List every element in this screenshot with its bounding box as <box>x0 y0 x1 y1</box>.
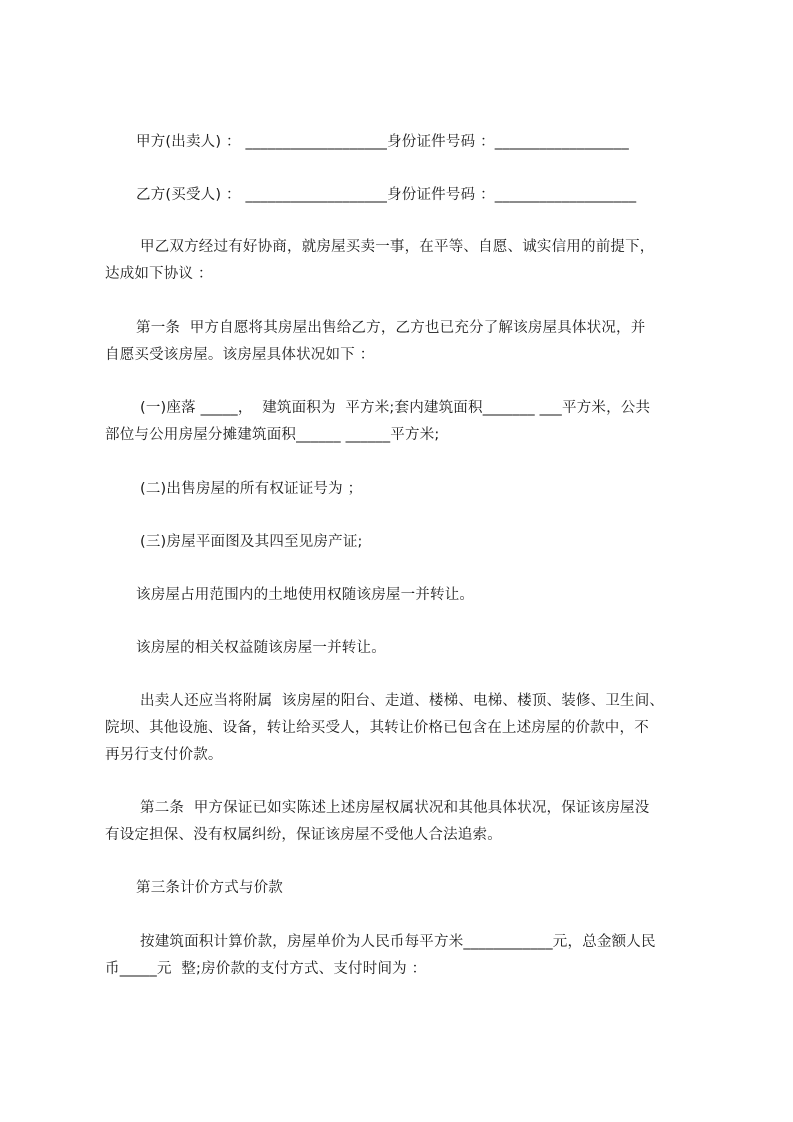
article-2-line-1: 第二条 甲方保证已如实陈述上述房屋权属状况和其他具体状况，保证该房屋没 <box>140 800 650 816</box>
article-1-line-1: 第一条 甲方自愿将其房屋出售给乙方，乙方也已充分了解该房屋具体状况，并 <box>136 320 646 336</box>
article-3-title: 第三条计价方式与价款 <box>136 880 283 896</box>
price-line-2: 币_____元 整;房价款的支付方式、支付时间为 ： <box>105 961 427 977</box>
intro-paragraph-line-2: 达成如下协议 ： <box>105 266 213 282</box>
party-b-line: 乙方(买受人) ： ___________________身份证件号码 ：___________________ <box>136 187 637 203</box>
intro-paragraph-line-1: 甲乙双方经过有好协商，就房屋买卖一事，在平等、自愿、诚实信用的前提下， <box>140 239 655 255</box>
related-rights-line: 该房屋的相关权益随该房屋一并转让。 <box>136 640 386 656</box>
item-1-line-2: 部位与公用房屋分摊建筑面积______ ______平方米; <box>105 427 440 443</box>
appurtenance-line-3: 再另行支付价款。 <box>105 747 223 763</box>
item-2-line: (二)出售房屋的所有权证证号为 ； <box>140 481 363 497</box>
appurtenance-line-1: 出卖人还应当将附属 该房屋的阳台、走道、楼梯、电梯、楼顶、装修、卫生间、 <box>140 693 665 709</box>
party-a-line: 甲方(出卖人) ： ___________________身份证件号码 ：__________________ <box>136 134 629 150</box>
price-line-1: 按建筑面积计算价款，房屋单价为人民币每平方米____________元，总金额人民 <box>140 934 656 950</box>
article-2-line-2: 有设定担保、没有权属纠纷，保证该房屋不受他人合法追索。 <box>105 827 502 843</box>
land-rights-line: 该房屋占用范围内的土地使用权随该房屋一并转让。 <box>136 587 475 603</box>
article-1-line-2: 自愿买受该房屋。该房屋具体状况如下 ： <box>105 347 375 363</box>
item-1-line-1: (一)座落 _____， 建筑面积为 平方米;套内建筑面积_______ ___平方米，公共 <box>140 400 651 416</box>
item-3-line: (三)房屋平面图及其四至见房产证; <box>140 534 363 550</box>
appurtenance-line-2: 院坝、其他设施、设备，转让给买受人，其转让价格已包含在上述房屋的价款中，不 <box>105 720 649 736</box>
